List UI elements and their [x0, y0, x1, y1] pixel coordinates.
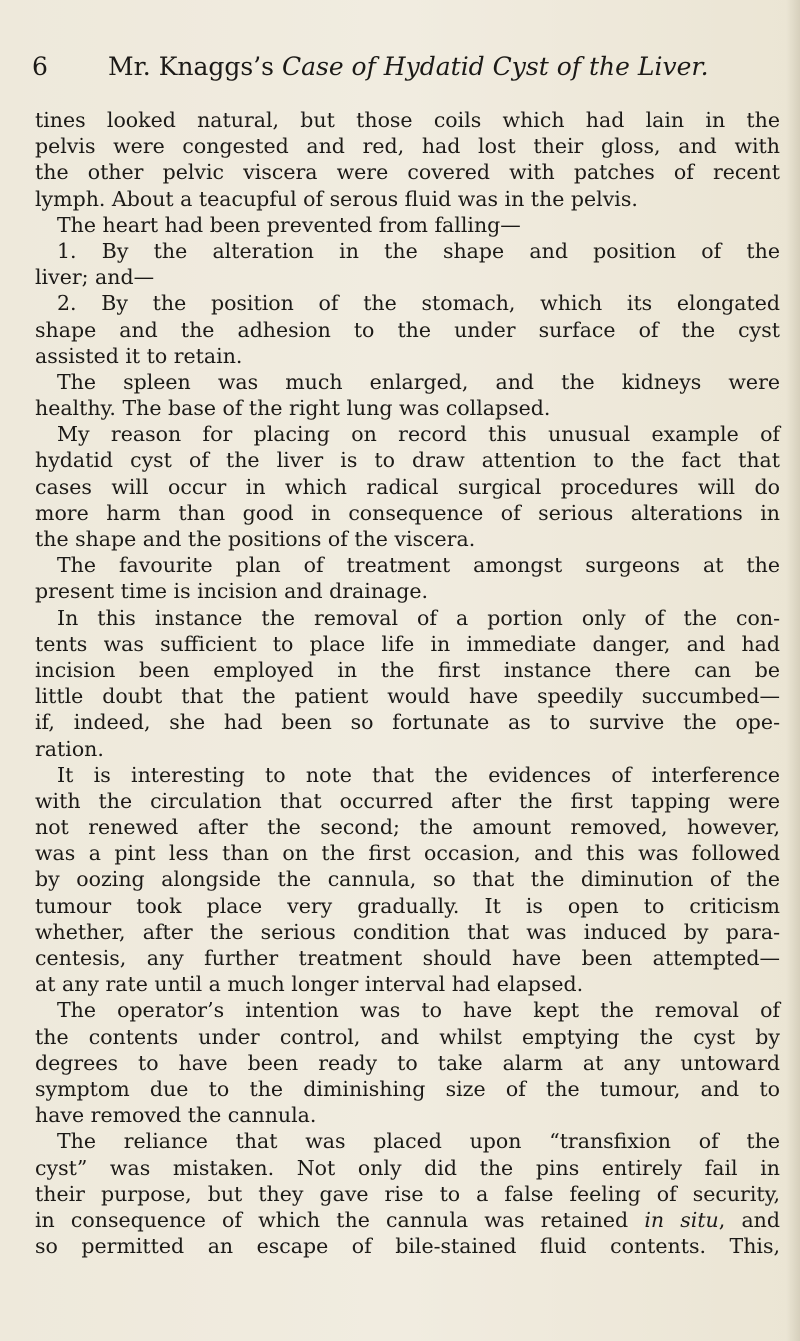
- text-line: their purpose, but they gave rise to a false feeling of security,: [35, 1181, 780, 1206]
- text-line: with the circulation that occurred after the first tapping were: [35, 788, 780, 813]
- text-line: centesis, any further treatment should have been attempted—: [35, 946, 780, 970]
- text-line: if, indeed, she had been so fortunate as to survive the ope-: [35, 710, 780, 735]
- running-title-case: Case of Hydatid Cyst of the Liver.: [281, 52, 709, 81]
- text-line: ration.: [35, 736, 104, 761]
- text-line: tines looked natural, but those coils which had lain in the: [35, 108, 780, 132]
- text-line: little doubt that the patient would have speedily succumbed—: [35, 684, 780, 709]
- text-line: The spleen was much enlarged, and the kidneys were: [57, 369, 780, 394]
- text-line: symptom due to the diminishing size of the tumour, and to: [35, 1076, 780, 1101]
- page-number: 6: [32, 52, 48, 81]
- text-line: at any rate until a much longer interval had elapsed.: [35, 972, 584, 997]
- text-line: tumour took place very gradually. It is open to criticism: [35, 893, 780, 918]
- text-line: lymph. About a teacupful of serous fluid was in the pelvis.: [35, 186, 638, 211]
- text-line: The heart had been prevented from falling—: [57, 212, 521, 237]
- text-line: The reliance that was placed upon “transfixion of the: [57, 1129, 780, 1154]
- text-line: pelvis were congested and red, had lost their gloss, and with: [35, 134, 780, 159]
- text-line: hydatid cyst of the liver is to draw attention to the fact that: [35, 448, 780, 473]
- text-line: assisted it to retain.: [35, 343, 243, 368]
- text-line: was a pint less than on the first occasion, and this was followed: [35, 841, 780, 866]
- text-line: incision been employed in the first instance there can be: [35, 657, 780, 682]
- text-line: the contents under control, and whilst emptying the cyst by: [35, 1024, 780, 1049]
- text-line: by oozing alongside the cannula, so that the diminution of the: [35, 867, 780, 892]
- text-line: My reason for placing on record this unusual example of: [57, 422, 780, 447]
- text-line: It is interesting to note that the evidences of interference: [57, 762, 780, 787]
- text-line: cyst” was mistaken. Not only did the pins entirely fail in: [35, 1155, 780, 1180]
- text-line: present time is incision and drainage.: [35, 579, 429, 604]
- text-line: 1. By the alteration in the shape and position of the: [57, 238, 780, 263]
- text-line: more harm than good in consequence of serious alterations in: [35, 500, 780, 525]
- text-line: healthy. The base of the right lung was collapsed.: [35, 396, 551, 421]
- italic-phrase: in situ: [644, 1207, 719, 1232]
- running-title: [108, 52, 709, 81]
- text-line: in consequence of which the cannula was retained in situ, and: [35, 1207, 780, 1232]
- page-header: [32, 52, 772, 86]
- text-line: so permitted an escape of bile-stained fluid contents. This,: [35, 1234, 780, 1259]
- text-line: In this instance the removal of a portion only of the con-: [57, 605, 780, 630]
- body-text: [35, 107, 780, 1259]
- text-line: not renewed after the second; the amount removed, however,: [35, 815, 780, 840]
- text-line: liver; and—: [35, 265, 155, 290]
- text-line: 2. By the position of the stomach, which its elongated: [57, 291, 780, 316]
- text-line: whether, after the serious condition that was induced by para-: [35, 919, 780, 944]
- text-line: shape and the adhesion to the under surface of the cyst: [35, 317, 780, 342]
- text-line: the shape and the positions of the viscera.: [35, 527, 476, 551]
- text-line: degrees to have been ready to take alarm at any untoward: [35, 1050, 780, 1075]
- text-line: The operator’s intention was to have kept the removal of: [57, 998, 780, 1023]
- text-line: have removed the cannula.: [35, 1103, 317, 1128]
- text-line: cases will occur in which radical surgical procedures will do: [35, 474, 780, 499]
- text-line: The favourite plan of treatment amongst surgeons at the: [57, 553, 780, 578]
- text-line: the other pelvic viscera were covered with patches of recent: [35, 160, 780, 185]
- page-edge-shadow: [786, 0, 800, 1341]
- running-title-author: Mr. Knaggs’s: [108, 52, 282, 81]
- text-line: tents was sufficient to place life in immediate danger, and had: [35, 631, 780, 656]
